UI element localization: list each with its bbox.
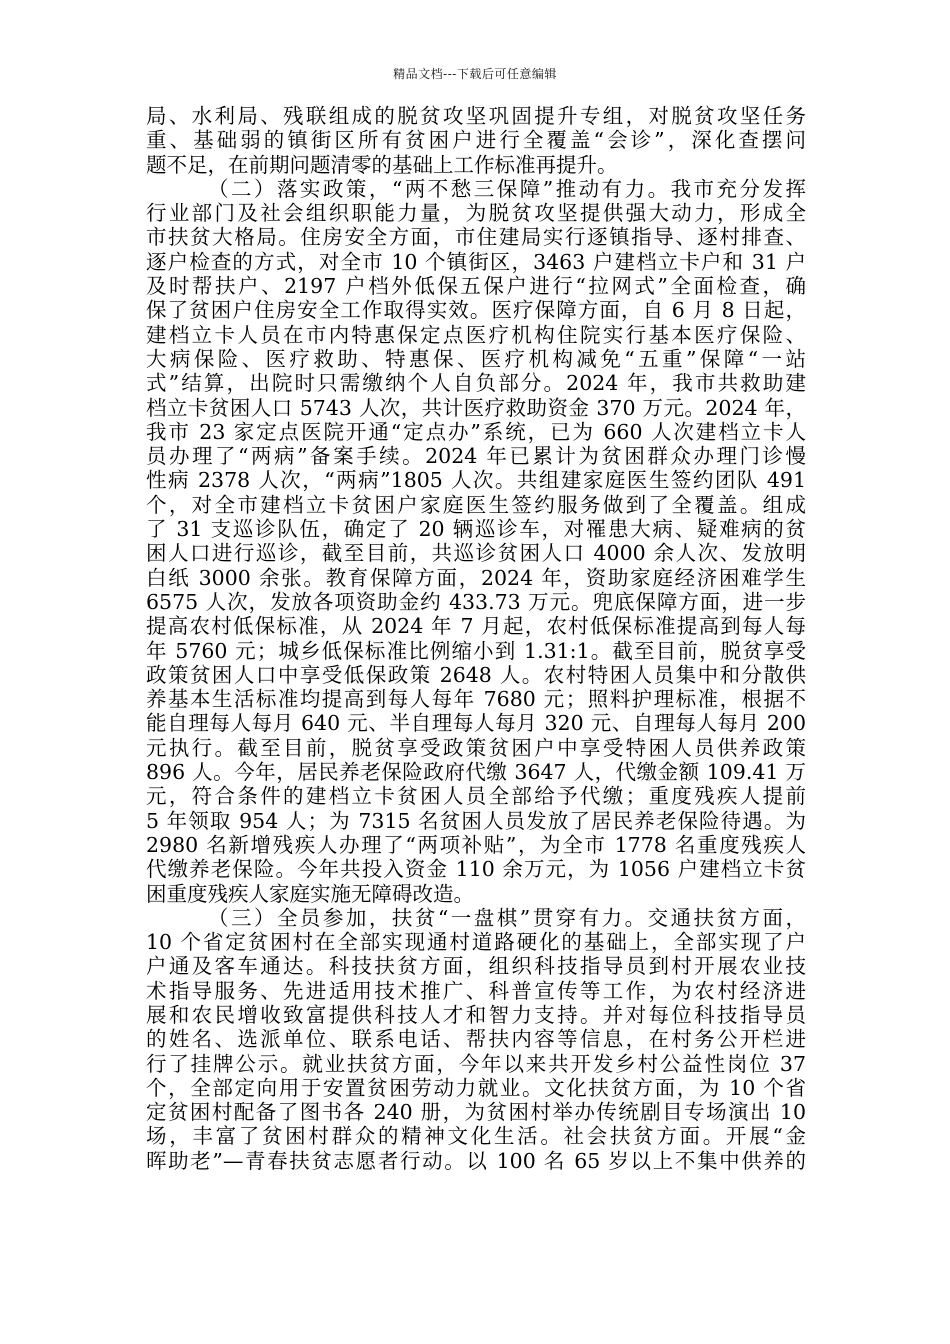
text-line: 术指导服务、先进适用技术推广、科普宣传等工作，为农村经济进 xyxy=(146,978,806,1003)
text-line: 及时帮扶户、2197 户档外低保五保户进行“拉网式”全面检查，确 xyxy=(146,274,806,299)
text-line: 行业部门及社会组织职能力量，为脱贫攻坚提供强大动力，形成全 xyxy=(146,201,806,226)
text-line: 逐户检查的方式，对全市 10 个镇街区，3463 户建档立卡户和 31 户 xyxy=(146,249,806,274)
text-line: （三）全员参加，扶贫“一盘棋”贯穿有力。交通扶贫方面， xyxy=(208,905,806,930)
text-line: 2980 名新增残疾人办理了“两项补贴”，为全市 1778 名重度残疾人 xyxy=(146,832,806,857)
text-line: 元执行。截至目前，脱贫享受政策贫困户中享受特困人员供养政策 xyxy=(146,735,806,760)
text-line: 定贫困村配备了图书各 240 册，为贫困村举办传统剧目专场演出 10 xyxy=(146,1100,806,1125)
text-line: 896 人。今年，居民养老保险政府代缴 3647 人，代缴金额 109.41 万 xyxy=(146,760,806,785)
text-line: 展和农民增收致富提供科技人才和智力支持。并对每位科技指导员 xyxy=(146,1002,806,1027)
text-line: 能自理每人每月 640 元、半自理每人每月 320 元、自理每人每月 200 xyxy=(146,711,806,736)
text-line: 养基本生活标准均提高到每人每年 7680 元；照料护理标准，根据不 xyxy=(146,687,806,712)
text-line: 户通及客车通达。科技扶贫方面，组织科技指导员到村开展农业技 xyxy=(146,954,806,979)
page-header: 精品文档---下载后可任意编辑 xyxy=(393,67,557,81)
text-line: 性病 2378 人次，“两病”1805 人次。共组建家庭医生签约团队 491 xyxy=(146,468,806,493)
text-line: 5 年领取 954 人；为 7315 名贫困人员发放了居民养老保险待遇。为 xyxy=(146,808,806,833)
paragraph xyxy=(146,906,806,1173)
text-line: 政策贫困人口中享受低保政策 2648 人。农村特困人员集中和分散供 xyxy=(146,662,806,687)
text-line: 困人口进行巡诊，截至目前，共巡诊贫困人口 4000 余人次、发放明 xyxy=(146,541,806,566)
text-line: 代缴养老保险。今年共投入资金 110 余万元，为 1056 户建档立卡贫 xyxy=(146,857,806,882)
text-line: 建档立卡人员在市内特惠保定点医疗机构住院实行基本医疗保险、 xyxy=(146,322,806,347)
text-line: 10 个省定贫困村在全部实现通村道路硬化的基础上，全部实现了户 xyxy=(146,930,806,955)
text-line: 白纸 3000 余张。教育保障方面，2024 年，资助家庭经济困难学生 xyxy=(146,565,806,590)
text-line: 式”结算，出院时只需缴纳个人自负部分。2024 年，我市共救助建 xyxy=(146,371,806,396)
text-line: 了 31 支巡诊队伍，确定了 20 辆巡诊车，对罹患大病、疑难病的贫 xyxy=(146,517,806,542)
text-line: 员办理了“两病”备案手续。2024 年已累计为贫困群众办理门诊慢 xyxy=(146,444,806,469)
text-line: 题不足，在前期问题清零的基础上工作标准再提升。 xyxy=(146,152,618,177)
text-line: 我市 23 家定点医院开通“定点办”系统，已为 660 人次建档立卡人 xyxy=(146,419,806,444)
text-line: 局、水利局、残联组成的脱贫攻坚巩固提升专组，对脱贫攻坚任务 xyxy=(146,104,806,128)
text-line: 重、基础弱的镇街区所有贫困户进行全覆盖“会诊”，深化查摆问 xyxy=(146,128,806,153)
paragraph xyxy=(146,177,806,906)
text-line: 个，全部定向用于安置贫困劳动力就业。文化扶贫方面，为 10 个省 xyxy=(146,1075,806,1100)
text-line: 困重度残疾人家庭实施无障碍改造。 xyxy=(146,881,474,906)
text-line: 保了贫困户住房安全工作取得实效。医疗保障方面，自 6 月 8 日起， xyxy=(146,298,806,323)
text-line: 行了挂牌公示。就业扶贫方面，今年以来共开发乡村公益性岗位 37 xyxy=(146,1051,806,1076)
document-body xyxy=(146,104,806,1173)
text-line: 个，对全市建档立卡贫困户家庭医生签约服务做到了全覆盖。组成 xyxy=(146,492,806,517)
text-line: 年 5760 元；城乡低保标准比例缩小到 1.31:1。截至目前，脱贫享受 xyxy=(146,638,806,663)
text-line: 档立卡贫困人口 5743 人次，共计医疗救助资金 370 万元。2024 年， xyxy=(146,395,806,420)
paragraph xyxy=(146,104,806,177)
text-line: （二）落实政策，“两不愁三保障”推动有力。我市充分发挥 xyxy=(208,176,806,201)
text-line: 晖助老”—青春扶贫志愿者行动。以 100 名 65 岁以上不集中供养的 xyxy=(146,1148,806,1173)
text-line: 元，符合条件的建档立卡贫困人员全部给予代缴；重度残疾人提前 xyxy=(146,784,806,809)
text-line: 的姓名、选派单位、联系电话、帮扶内容等信息，在村务公开栏进 xyxy=(146,1027,806,1052)
text-line: 提高农村低保标准，从 2024 年 7 月起，农村低保标准提高到每人每 xyxy=(146,614,806,639)
text-line: 市扶贫大格局。住房安全方面，市住建局实行逐镇指导、逐村排查、 xyxy=(146,225,806,250)
text-line: 大病保险、医疗救助、特惠保、医疗机构减免“五重”保障“一站 xyxy=(146,346,806,371)
text-line: 场，丰富了贫困村群众的精神文化生活。社会扶贫方面。开展“金 xyxy=(146,1124,806,1149)
text-line: 6575 人次，发放各项资助金约 433.73 万元。兜底保障方面，进一步 xyxy=(146,589,806,614)
